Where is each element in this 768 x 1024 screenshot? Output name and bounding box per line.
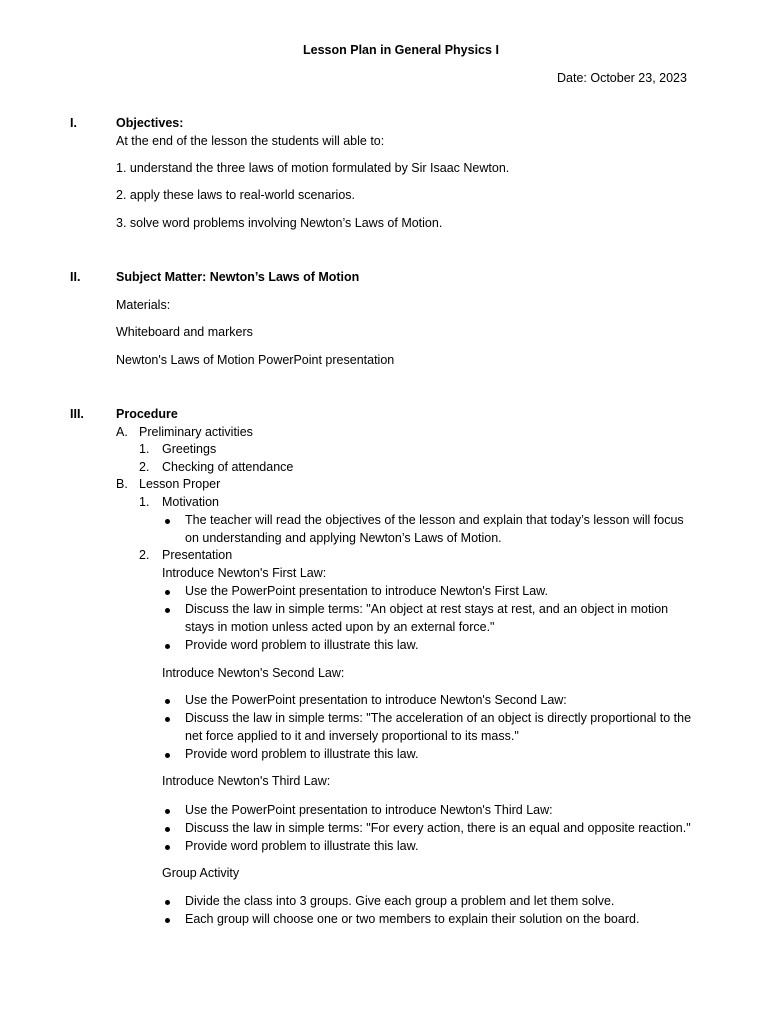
preliminary-activities: Preliminary activities — [139, 425, 253, 439]
third-law-bullet: Discuss the law in simple terms: "For every action, there is an equal and opposite reaction." — [185, 821, 691, 835]
document-title: Lesson Plan in General Physics I — [303, 43, 499, 57]
second-law-bullet: Discuss the law in simple terms: "The acceleration of an object is directly proportional to the — [185, 711, 692, 725]
list-number: 1. — [139, 495, 150, 509]
objective-item: 2. apply these laws to real-world scenarios. — [116, 188, 356, 202]
third-law-title: Introduce Newton's Third Law: — [162, 774, 331, 788]
first-law-bullet: Use the PowerPoint presentation to introduce Newton's First Law. — [185, 584, 548, 598]
material-item: Newton's Laws of Motion PowerPoint presentation — [116, 353, 395, 367]
first-law-bullet: Discuss the law in simple terms: "An object at rest stays at rest, and an object in motion — [185, 602, 669, 616]
list-letter-a: A. — [116, 425, 128, 439]
second-law-bullet: Provide word problem to illustrate this law. — [185, 747, 419, 761]
checking-attendance: Checking of attendance — [162, 460, 294, 474]
list-number: 2. — [139, 460, 150, 474]
motivation: Motivation — [162, 495, 219, 509]
section-2-numeral: II. — [70, 270, 81, 284]
group-activity-bullet: Divide the class into 3 groups. Give each group a problem and let them solve. — [185, 894, 615, 908]
section-1-heading: Objectives: — [116, 116, 184, 130]
section-3-numeral: III. — [70, 407, 84, 421]
second-law-bullet: Use the PowerPoint presentation to introduce Newton's Second Law: — [185, 693, 567, 707]
third-law-bullet: Use the PowerPoint presentation to introduce Newton's Third Law: — [185, 803, 553, 817]
motivation-bullet: The teacher will read the objectives of the lesson and explain that today’s lesson will focus — [185, 513, 684, 527]
third-law-bullet: Provide word problem to illustrate this law. — [185, 839, 419, 853]
objectives-intro: At the end of the lesson the students will able to: — [116, 134, 385, 148]
second-law-title: Introduce Newton's Second Law: — [162, 666, 345, 680]
section-2-heading: Subject Matter: Newton’s Laws of Motion — [116, 270, 360, 284]
document-date: Date: October 23, 2023 — [557, 71, 687, 85]
first-law-title: Introduce Newton's First Law: — [162, 566, 327, 580]
material-item: Whiteboard and markers — [116, 325, 253, 339]
first-law-bullet-continued: stays in motion unless acted upon by an external force." — [185, 620, 495, 634]
lesson-proper: Lesson Proper — [139, 477, 221, 491]
motivation-bullet-continued: on understanding and applying Newton’s Laws of Motion. — [185, 531, 502, 545]
group-activity-bullet: Each group will choose one or two members to explain their solution on the board. — [185, 912, 640, 926]
section-1-numeral: I. — [70, 116, 77, 130]
greetings: Greetings — [162, 442, 217, 456]
list-letter-b: B. — [116, 477, 128, 491]
list-number: 1. — [139, 442, 150, 456]
objective-item: 3. solve word problems involving Newton’s Laws of Motion. — [116, 216, 443, 230]
section-3-heading: Procedure — [116, 407, 178, 421]
group-activity-title: Group Activity — [162, 866, 240, 880]
second-law-bullet-continued: net force applied to it and inversely proportional to its mass." — [185, 729, 519, 743]
materials-label: Materials: — [116, 298, 171, 312]
presentation: Presentation — [162, 548, 233, 562]
first-law-bullet: Provide word problem to illustrate this law. — [185, 638, 419, 652]
objective-item: 1. understand the three laws of motion formulated by Sir Isaac Newton. — [116, 161, 510, 175]
list-number: 2. — [139, 548, 150, 562]
